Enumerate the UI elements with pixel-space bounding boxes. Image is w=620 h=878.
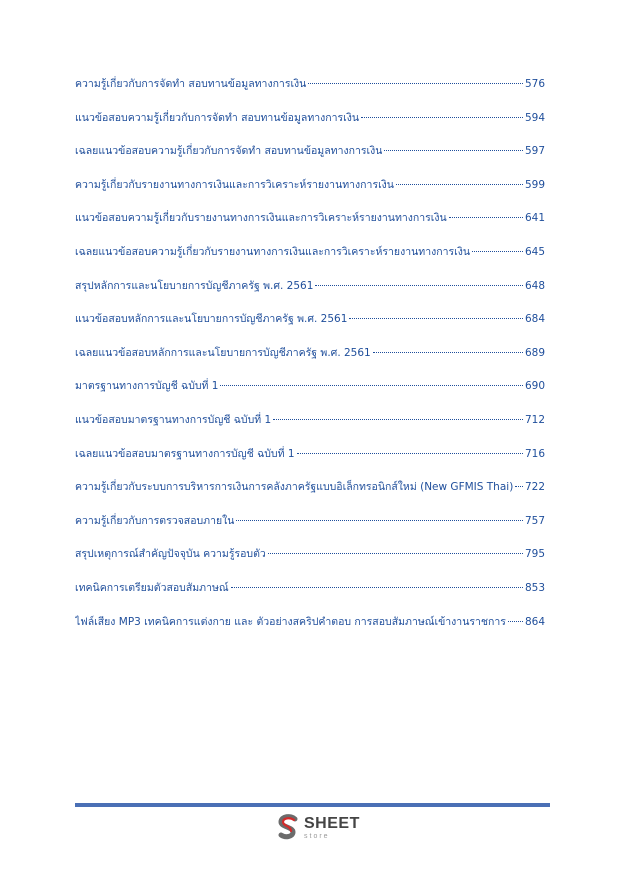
- toc-dot-leader: [472, 251, 523, 252]
- toc-entry-title: แนวข้อสอบความรู้เกี่ยวกับรายงานทางการเงินและการวิเคราะห์รายงานทางการเงิน: [75, 212, 447, 225]
- toc-entry-page: 645: [524, 245, 545, 258]
- toc-entry-page: 599: [524, 178, 545, 191]
- toc-entry-page: 684: [524, 313, 545, 326]
- toc-entry-page: 712: [524, 413, 545, 426]
- toc-entry[interactable]: [75, 278, 545, 312]
- toc-entry-title: ความรู้เกี่ยวกับการตรวจสอบภายใน: [75, 514, 235, 527]
- toc-dot-leader: [515, 486, 523, 487]
- toc-dot-leader: [236, 520, 523, 521]
- toc-entry-title: ความรู้เกี่ยวกับการจัดทำ สอบทานข้อมูลทางการเงิน: [75, 78, 307, 90]
- toc-entry-page: 641: [524, 212, 545, 225]
- logo-word: SHEET: [304, 815, 360, 832]
- toc-entry-title: ความรู้เกี่ยวกับระบบการบริหารการเงินการคลังภาครัฐแบบอิเล็กทรอนิกส์ใหม่ (New GFMIS Thai): [75, 481, 514, 494]
- toc-dot-leader: [396, 184, 523, 185]
- toc-entry-page: 795: [524, 548, 545, 561]
- toc-entry[interactable]: [75, 110, 545, 144]
- toc-entry[interactable]: [75, 546, 545, 580]
- toc-entry-page: 689: [524, 346, 545, 359]
- logo-subword: store: [304, 833, 330, 840]
- toc-dot-leader: [220, 385, 522, 386]
- toc-entry[interactable]: [75, 479, 545, 513]
- toc-dot-leader: [361, 117, 523, 118]
- toc-entry-page: 757: [524, 514, 545, 527]
- toc-entry-title: เฉลยแนวข้อสอบความรู้เกี่ยวกับการจัดทำ สอบทานข้อมูลทางการเงิน: [75, 145, 383, 158]
- toc-dot-leader: [231, 587, 523, 588]
- toc-entry-title: แนวข้อสอบหลักการและนโยบายการบัญชีภาครัฐ พ.ศ. 2561: [75, 313, 348, 326]
- toc-dot-leader: [273, 419, 523, 420]
- toc-entry-title: มาตรฐานทางการบัญชี ฉบับที่ 1: [75, 380, 219, 393]
- toc-entry[interactable]: [75, 446, 545, 480]
- toc-entry-title: สรุปหลักการและนโยบายการบัญชีภาครัฐ พ.ศ. 2561: [75, 279, 314, 292]
- sheet-store-logo: [276, 814, 360, 842]
- toc-entry[interactable]: [75, 311, 545, 345]
- toc-entry[interactable]: [75, 513, 545, 547]
- toc-entry-page: 597: [524, 145, 545, 158]
- toc-dot-leader: [315, 285, 523, 286]
- toc-entry-page: 594: [524, 111, 545, 124]
- sheet-s-logo-icon: [276, 814, 300, 842]
- toc-entry-title: เทคนิคการเตรียมตัวสอบสัมภาษณ์: [75, 581, 229, 594]
- footer-divider: [75, 803, 550, 807]
- toc-entry[interactable]: [75, 345, 545, 379]
- table-of-contents: [75, 76, 545, 647]
- toc-dot-leader: [349, 318, 523, 319]
- toc-dot-leader: [373, 352, 523, 353]
- toc-dot-leader: [508, 621, 523, 622]
- toc-entry[interactable]: [75, 143, 545, 177]
- toc-dot-leader: [297, 453, 523, 454]
- toc-entry-title: แนวข้อสอบมาตรฐานทางการบัญชี ฉบับที่ 1: [75, 413, 272, 426]
- toc-entry-title: แนวข้อสอบความรู้เกี่ยวกับการจัดทำ สอบทานข้อมูลทางการเงิน: [75, 111, 360, 124]
- toc-entry[interactable]: [75, 580, 545, 614]
- toc-entry-title: เฉลยแนวข้อสอบหลักการและนโยบายการบัญชีภาครัฐ พ.ศ. 2561: [75, 346, 371, 359]
- toc-dot-leader: [268, 553, 523, 554]
- toc-dot-leader: [384, 150, 523, 151]
- toc-entry-title: เฉลยแนวข้อสอบความรู้เกี่ยวกับรายงานทางการเงินและการวิเคราะห์รายงานทางการเงิน: [75, 245, 471, 258]
- toc-entry-title: ไฟล์เสียง MP3 เทคนิคการแต่งกาย และ ตัวอย่างสคริปคำตอบ การสอบสัมภาษณ์เข้างานราชการ: [75, 615, 506, 628]
- toc-entry-page: 722: [524, 481, 545, 494]
- toc-entry-title: เฉลยแนวข้อสอบมาตรฐานทางการบัญชี ฉบับที่ 1: [75, 447, 295, 460]
- toc-entry[interactable]: [75, 614, 545, 648]
- toc-entry[interactable]: [75, 76, 545, 110]
- toc-entry[interactable]: [75, 412, 545, 446]
- toc-entry-page: 864: [524, 615, 545, 628]
- toc-entry-page: 690: [524, 380, 545, 393]
- toc-entry[interactable]: [75, 378, 545, 412]
- toc-entry-page: 716: [524, 447, 545, 460]
- toc-entry-page: 648: [524, 279, 545, 292]
- toc-entry[interactable]: [75, 177, 545, 211]
- logo-wordmark: [304, 816, 360, 840]
- toc-entry-page: 853: [524, 581, 545, 594]
- toc-entry[interactable]: [75, 210, 545, 244]
- toc-entry-title: สรุปเหตุการณ์สำคัญปัจจุบัน ความรู้รอบตัว: [75, 548, 266, 561]
- toc-entry-title: ความรู้เกี่ยวกับรายงานทางการเงินและการวิเคราะห์รายงานทางการเงิน: [75, 178, 394, 191]
- toc-entry-page: 576: [524, 78, 545, 90]
- toc-entry[interactable]: [75, 244, 545, 278]
- toc-dot-leader: [308, 83, 523, 84]
- toc-dot-leader: [449, 217, 523, 218]
